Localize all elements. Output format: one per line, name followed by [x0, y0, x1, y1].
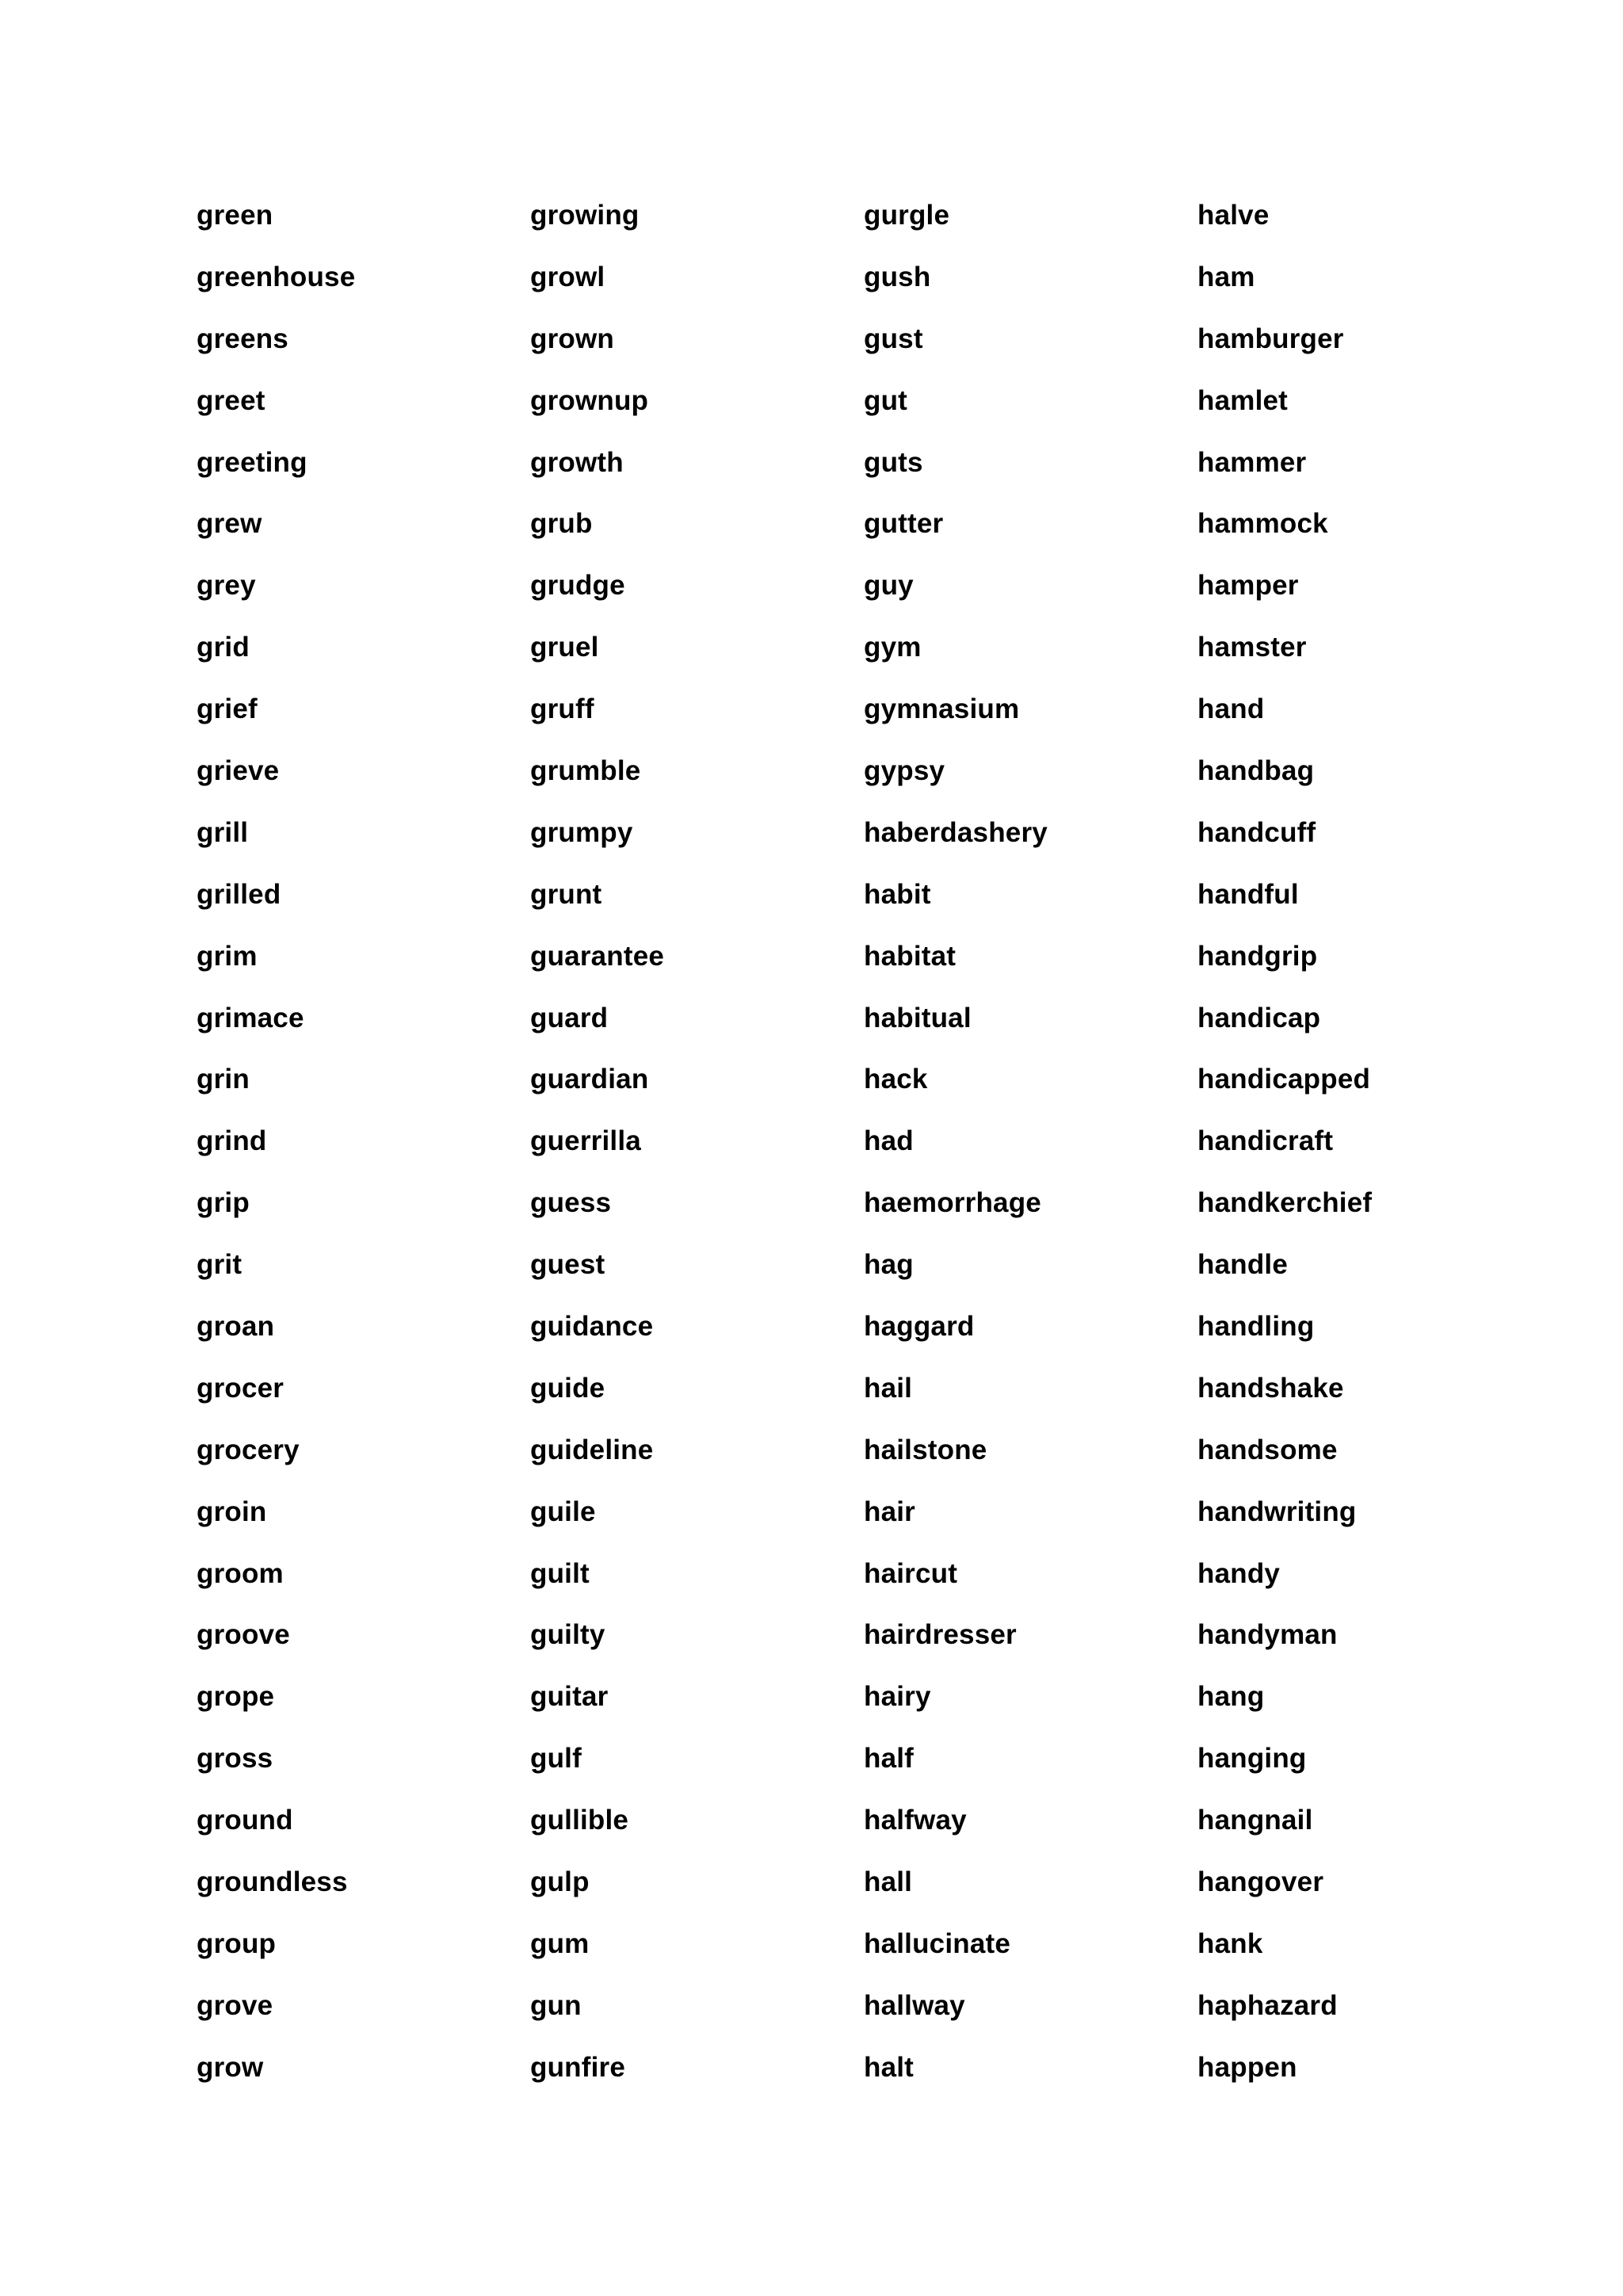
- word-item: gypsy: [864, 755, 945, 787]
- word-item: guest: [530, 1249, 605, 1281]
- word-item: handgrip: [1197, 940, 1318, 972]
- word-item: greens: [197, 323, 288, 354]
- word-item: groom: [197, 1557, 284, 1589]
- word-item: guile: [530, 1496, 596, 1527]
- word-item: hair: [864, 1496, 915, 1527]
- word-item: grey: [197, 570, 256, 602]
- word-item: gross: [197, 1743, 273, 1775]
- word-item: grow: [197, 2051, 264, 2083]
- word-item: hangover: [1197, 1866, 1324, 1898]
- word-item: handy: [1197, 1557, 1281, 1589]
- word-item: guess: [530, 1187, 612, 1219]
- word-item: half: [864, 1743, 915, 1775]
- word-item: hamburger: [1197, 323, 1344, 354]
- word-item: grieve: [197, 755, 280, 787]
- word-item: habitat: [864, 940, 957, 972]
- word-item: grudge: [530, 570, 625, 602]
- word-item: gun: [530, 1989, 582, 2021]
- word-item: hand: [1197, 693, 1265, 725]
- word-item: handkerchief: [1197, 1187, 1373, 1219]
- word-item: grit: [197, 1249, 242, 1281]
- word-item: hallucinate: [864, 1927, 1011, 1959]
- word-item: halt: [864, 2051, 915, 2083]
- word-item: grilled: [197, 878, 281, 910]
- word-item: handsome: [1197, 1434, 1338, 1465]
- word-item: hairy: [864, 1681, 931, 1713]
- word-item: grove: [197, 1989, 273, 2021]
- word-item: haemorrhage: [864, 1187, 1041, 1219]
- word-item: handicraft: [1197, 1125, 1334, 1157]
- word-item: hall: [864, 1866, 913, 1898]
- word-item: handicapped: [1197, 1064, 1371, 1095]
- word-item: hag: [864, 1249, 914, 1281]
- word-item: grimace: [197, 1002, 304, 1033]
- word-column-4: [1197, 196, 1531, 2110]
- word-item: haggard: [864, 1311, 975, 1343]
- word-item: haircut: [864, 1557, 958, 1589]
- word-item: gust: [864, 323, 923, 354]
- word-item: grunt: [530, 878, 602, 910]
- word-item: guideline: [530, 1434, 654, 1465]
- word-table: [197, 196, 1531, 2110]
- word-item: grew: [197, 508, 262, 540]
- word-item: gymnasium: [864, 693, 1020, 725]
- word-item: gurgle: [864, 200, 950, 231]
- word-item: grope: [197, 1681, 275, 1713]
- word-item: grocery: [197, 1434, 300, 1465]
- word-item: handling: [1197, 1311, 1315, 1343]
- word-item: haphazard: [1197, 1989, 1338, 2021]
- word-item: hamster: [1197, 632, 1307, 663]
- word-item: handwriting: [1197, 1496, 1357, 1527]
- word-item: hailstone: [864, 1434, 987, 1465]
- word-column-1: [197, 196, 530, 2110]
- word-item: grill: [197, 816, 249, 848]
- word-item: handle: [1197, 1249, 1288, 1281]
- word-item: growing: [530, 200, 640, 231]
- word-item: hamlet: [1197, 384, 1289, 416]
- word-item: hail: [864, 1372, 913, 1404]
- word-item: grin: [197, 1064, 250, 1095]
- word-item: hammer: [1197, 446, 1307, 478]
- word-item: guts: [864, 446, 923, 478]
- word-item: hairdresser: [864, 1619, 1017, 1651]
- word-item: guilty: [530, 1619, 605, 1651]
- word-item: groundless: [197, 1866, 348, 1898]
- word-item: handshake: [1197, 1372, 1344, 1404]
- word-item: grumpy: [530, 816, 633, 848]
- word-item: guard: [530, 1002, 609, 1033]
- word-item: gulp: [530, 1866, 590, 1898]
- word-item: ham: [1197, 261, 1255, 292]
- word-column-2: [530, 196, 864, 2110]
- word-item: handcuff: [1197, 816, 1316, 848]
- word-item: gush: [864, 261, 931, 292]
- word-column-3: [864, 196, 1197, 2110]
- word-item: greenhouse: [197, 261, 356, 292]
- word-item: greet: [197, 384, 265, 416]
- word-item: habitual: [864, 1002, 972, 1033]
- word-item: guerrilla: [530, 1125, 641, 1157]
- word-item: hammock: [1197, 508, 1328, 540]
- word-item: guidance: [530, 1311, 654, 1343]
- word-item: hanging: [1197, 1743, 1307, 1775]
- word-item: gym: [864, 632, 922, 663]
- word-item: happen: [1197, 2051, 1297, 2083]
- word-item: grocer: [197, 1372, 285, 1404]
- word-item: groan: [197, 1311, 275, 1343]
- word-item: halfway: [864, 1805, 967, 1836]
- word-item: greeting: [197, 446, 307, 478]
- word-item: growl: [530, 261, 605, 292]
- word-item: grief: [197, 693, 258, 725]
- word-item: growth: [530, 446, 624, 478]
- word-item: handful: [1197, 878, 1299, 910]
- word-item: gulf: [530, 1743, 582, 1775]
- word-item: grumble: [530, 755, 641, 787]
- word-item: handbag: [1197, 755, 1315, 787]
- word-item: group: [197, 1927, 277, 1959]
- word-item: green: [197, 200, 273, 231]
- word-item: habit: [864, 878, 931, 910]
- word-item: guitar: [530, 1681, 609, 1713]
- word-item: grind: [197, 1125, 267, 1157]
- word-item: guy: [864, 570, 914, 602]
- word-item: grim: [197, 940, 258, 972]
- word-item: grownup: [530, 384, 649, 416]
- word-item: guilt: [530, 1557, 590, 1589]
- word-item: gutter: [864, 508, 944, 540]
- word-item: halve: [1197, 200, 1270, 231]
- word-item: gruel: [530, 632, 599, 663]
- word-item: guarantee: [530, 940, 665, 972]
- word-item: ground: [197, 1805, 293, 1836]
- word-item: gruff: [530, 693, 594, 725]
- word-item: handyman: [1197, 1619, 1338, 1651]
- word-item: handicap: [1197, 1002, 1321, 1033]
- word-item: groin: [197, 1496, 267, 1527]
- word-item: hank: [1197, 1927, 1263, 1959]
- word-item: hallway: [864, 1989, 965, 2021]
- word-item: grip: [197, 1187, 250, 1219]
- word-item: groove: [197, 1619, 290, 1651]
- word-item: gut: [864, 384, 908, 416]
- word-item: hack: [864, 1064, 928, 1095]
- word-item: grub: [530, 508, 593, 540]
- word-item: gum: [530, 1927, 590, 1959]
- word-item: hangnail: [1197, 1805, 1313, 1836]
- word-item: grown: [530, 323, 614, 354]
- word-item: gullible: [530, 1805, 629, 1836]
- word-item: grid: [197, 632, 250, 663]
- word-item: gunfire: [530, 2051, 626, 2083]
- word-item: hamper: [1197, 570, 1299, 602]
- word-item: had: [864, 1125, 914, 1157]
- word-item: guide: [530, 1372, 605, 1404]
- word-item: guardian: [530, 1064, 649, 1095]
- word-item: haberdashery: [864, 816, 1048, 848]
- word-item: hang: [1197, 1681, 1265, 1713]
